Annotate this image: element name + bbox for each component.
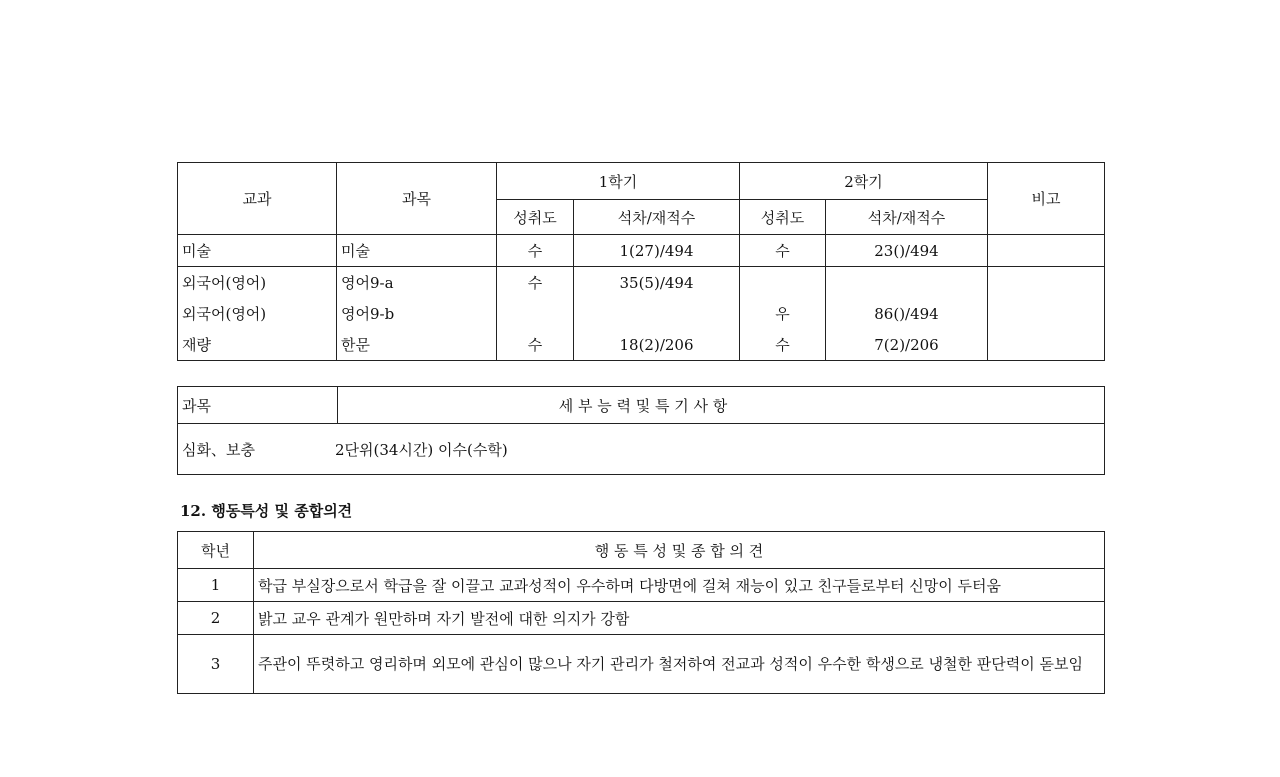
cell-note [988, 267, 1105, 299]
table-row [178, 635, 1105, 694]
header-semester2: 2학기 [740, 163, 988, 200]
cell-subject: 미술 [337, 235, 497, 267]
header-s1-rank: 석차/재적수 [574, 200, 740, 235]
detail-header-title: 세 부 능 력 및 특 기 사 항 [338, 387, 1105, 424]
cell-s1-rank [574, 298, 740, 329]
cell-s1-rank: 35(5)/494 [574, 267, 740, 299]
behavior-year: 1 [178, 569, 254, 602]
cell-note [988, 235, 1105, 267]
cell-s1-achievement: 수 [497, 267, 574, 299]
section-title: 12. 행동특성 및 종합의견 [180, 502, 353, 520]
behavior-header-title: 행 동 특 성 및 종 합 의 견 [254, 532, 1105, 569]
cell-s2-achievement: 우 [740, 298, 826, 329]
cell-s2-achievement: 수 [740, 329, 826, 361]
detail-row-subject: 심화、보충 [182, 440, 255, 459]
cell-note [988, 298, 1105, 329]
behavior-year: 2 [178, 602, 254, 635]
detail-table [177, 386, 1105, 475]
table-row [178, 602, 1105, 635]
header-subject-area: 교과 [178, 163, 337, 235]
cell-s2-rank: 86()/494 [826, 298, 988, 329]
header-s2-rank: 석차/재적수 [826, 200, 988, 235]
cell-s1-achievement: 수 [497, 235, 574, 267]
table-row [178, 569, 1105, 602]
header-subject: 과목 [337, 163, 497, 235]
detail-row [178, 424, 1105, 475]
behavior-header-year: 학년 [178, 532, 254, 569]
table-row [178, 267, 1105, 299]
cell-s1-achievement: 수 [497, 329, 574, 361]
detail-header-subject: 과목 [178, 387, 338, 424]
header-semester1: 1학기 [497, 163, 740, 200]
behavior-text: 주관이 뚜렷하고 영리하며 외모에 관심이 많으나 자기 관리가 철저하여 전교과 성적이 우수한 학생으로 냉철한 판단력이 돋보임 [254, 635, 1105, 694]
grades-table [177, 162, 1105, 361]
cell-subject: 한문 [337, 329, 497, 361]
header-s1-achievement: 성취도 [497, 200, 574, 235]
cell-s1-achievement [497, 298, 574, 329]
table-row [178, 298, 1105, 329]
cell-subject: 영어9-b [337, 298, 497, 329]
table-row [178, 235, 1105, 267]
cell-s2-achievement: 수 [740, 235, 826, 267]
behavior-text: 밝고 교우 관계가 원만하며 자기 발전에 대한 의지가 강함 [254, 602, 1105, 635]
cell-area: 재량 [178, 329, 337, 361]
cell-s2-rank: 7(2)/206 [826, 329, 988, 361]
cell-s1-rank: 1(27)/494 [574, 235, 740, 267]
header-note: 비고 [988, 163, 1105, 235]
cell-s1-rank: 18(2)/206 [574, 329, 740, 361]
cell-area: 외국어(영어) [178, 267, 337, 299]
cell-subject: 영어9-a [337, 267, 497, 299]
behavior-text: 학급 부실장으로서 학급을 잘 이끌고 교과성적이 우수하며 다방면에 걸쳐 재능이 있고 친구들로부터 신망이 두터움 [254, 569, 1105, 602]
detail-row-text: 2단위(34시간) 이수(수학) [334, 440, 508, 459]
table-row [178, 329, 1105, 361]
behavior-table [177, 531, 1105, 694]
behavior-year: 3 [178, 635, 254, 694]
cell-area: 외국어(영어) [178, 298, 337, 329]
header-s2-achievement: 성취도 [740, 200, 826, 235]
cell-area: 미술 [178, 235, 337, 267]
cell-s2-rank [826, 267, 988, 299]
cell-s2-rank: 23()/494 [826, 235, 988, 267]
cell-s2-achievement [740, 267, 826, 299]
cell-note [988, 329, 1105, 361]
